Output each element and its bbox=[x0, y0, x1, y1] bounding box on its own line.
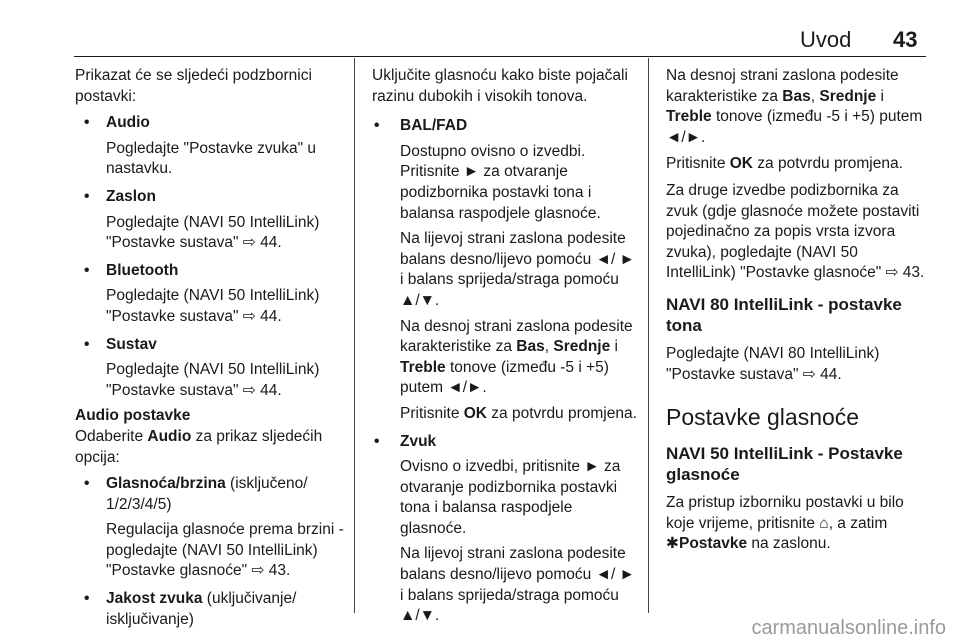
column-right bbox=[666, 66, 928, 561]
item-head: Sustav bbox=[106, 335, 157, 353]
bullet-icon: • bbox=[84, 590, 90, 608]
column-left bbox=[75, 66, 347, 637]
bullet-icon: • bbox=[84, 261, 90, 279]
bullet-icon: • bbox=[374, 117, 380, 135]
list-item: • Glasnoća/brzina (isključeno/ 1/2/3/4/5) Regulacija glasnoće prema brzini - pogledajte (NAVI 50 IntelliLink) "Postavke glasnoće" ⇨ 43. bbox=[75, 474, 347, 582]
paragraph: Pogledajte (NAVI 80 IntelliLink) "Postavke sustava" ⇨ 44. bbox=[666, 344, 880, 383]
paragraph: Na desnoj strani zaslona podesite karakteristike za Bas, Srednje i Treble tonove (između -5 i +5) putem ◄/►. bbox=[666, 67, 923, 146]
item-head: BAL/FAD bbox=[400, 117, 468, 135]
section-heading: Postavke glasnoće bbox=[666, 404, 860, 431]
paragraph: Dostupno ovisno o izvedbi. Pritisnite ► za otvaranje podizbornika postavki tona i balansa raspodjele glasnoće. bbox=[400, 142, 601, 222]
list-item bbox=[75, 113, 347, 180]
paragraph: Za pristup izborniku postavki u bilo koje vrijeme, pritisnite ⌂, a zatim ✱Postavke na zaslonu. bbox=[666, 494, 904, 553]
subsection-title: NAVI 50 IntelliLink - Postavke glasnoće bbox=[666, 444, 903, 485]
item-text: Regulacija glasnoće prema brzini - pogledajte (NAVI 50 IntelliLink) "Postavke glasnoće" ⇨ 43. bbox=[106, 521, 344, 580]
paragraph: Za druge izvedbe podizbornika za zvuk (gdje glasnoće možete postaviti pojedinačno za popis vrsta izvora zvuka), pogledajte (NAVI 50 IntelliLink) "Postavke glasnoće" ⇨ 43. bbox=[666, 181, 925, 282]
list-item bbox=[75, 335, 347, 402]
item-head: Bluetooth bbox=[106, 261, 179, 279]
list-item bbox=[372, 432, 642, 627]
page-number: 43 bbox=[893, 27, 918, 52]
intro-text: Prikazat će se sljedeći podzbornici postavki: bbox=[75, 67, 312, 105]
bullet-icon: • bbox=[84, 114, 90, 132]
column-divider bbox=[354, 58, 355, 613]
paragraph: Na desnoj strani zaslona podesite karakteristike za Bas, Srednje i Treble tonove (između -5 i +5) putem ◄/►. bbox=[400, 317, 633, 397]
list-item: • Jakost zvuka (uključivanje/ isključivanje) bbox=[84, 590, 297, 628]
item-head: Zaslon bbox=[106, 187, 156, 205]
bullet-icon: • bbox=[84, 187, 90, 205]
paragraph: Pritisnite OK za potvrdu promjena. bbox=[666, 155, 903, 173]
watermark: carmanualsonline.info bbox=[751, 617, 946, 639]
list-item bbox=[75, 187, 347, 254]
paragraph: Uključite glasnoću kako biste pojačali razinu dubokih i visokih tonova. bbox=[372, 67, 628, 105]
item-head: Glasnoća/brzina bbox=[106, 475, 226, 493]
column-divider bbox=[648, 58, 649, 613]
item-head: Audio bbox=[106, 114, 150, 132]
item-text: Pogledajte "Postavke zvuka" u nastavku. bbox=[106, 139, 317, 178]
header-rule bbox=[74, 56, 926, 57]
subsection-title: NAVI 80 IntelliLink - postavke tona bbox=[666, 294, 902, 335]
paragraph: Pritisnite OK za potvrdu promjena. bbox=[400, 404, 637, 422]
page-title: Uvod bbox=[800, 27, 852, 52]
bullet-icon: • bbox=[374, 432, 380, 450]
section-title: Audio postavke bbox=[75, 407, 191, 425]
item-head: Zvuk bbox=[400, 432, 437, 450]
item-text: Pogledajte (NAVI 50 IntelliLink) "Postavke sustava" ⇨ 44. bbox=[106, 213, 320, 252]
list-item bbox=[75, 261, 347, 328]
column-middle bbox=[372, 66, 642, 634]
bullet-icon: • bbox=[84, 475, 90, 493]
settings-icon: ✱ bbox=[666, 535, 679, 553]
paragraph: Na lijevoj strani zaslona podesite balans desno/lijevo pomoću ◄/ ► i balans sprijeda/straga pomoću ▲/▼. bbox=[400, 230, 635, 309]
paragraph: Ovisno o izvedbi, pritisnite ► za otvaranje podizbornika postavki tona i balansa raspodjele glasnoće. bbox=[400, 458, 621, 537]
page-header bbox=[0, 0, 960, 56]
item-text: Pogledajte (NAVI 50 IntelliLink) "Postavke sustava" ⇨ 44. bbox=[106, 287, 320, 325]
item-text: Pogledajte (NAVI 50 IntelliLink) "Postavke sustava" ⇨ 44. bbox=[106, 361, 320, 399]
list-item bbox=[372, 116, 642, 424]
paragraph: Na lijevoj strani zaslona podesite balans desno/lijevo pomoću ◄/ ► i balans sprijeda/straga pomoću ▲/▼. bbox=[400, 545, 635, 625]
bullet-icon: • bbox=[84, 335, 90, 353]
item-head: Jakost zvuka bbox=[106, 590, 203, 608]
select-text: Odaberite Audio za prikaz sljedećih opcija: bbox=[75, 427, 323, 466]
